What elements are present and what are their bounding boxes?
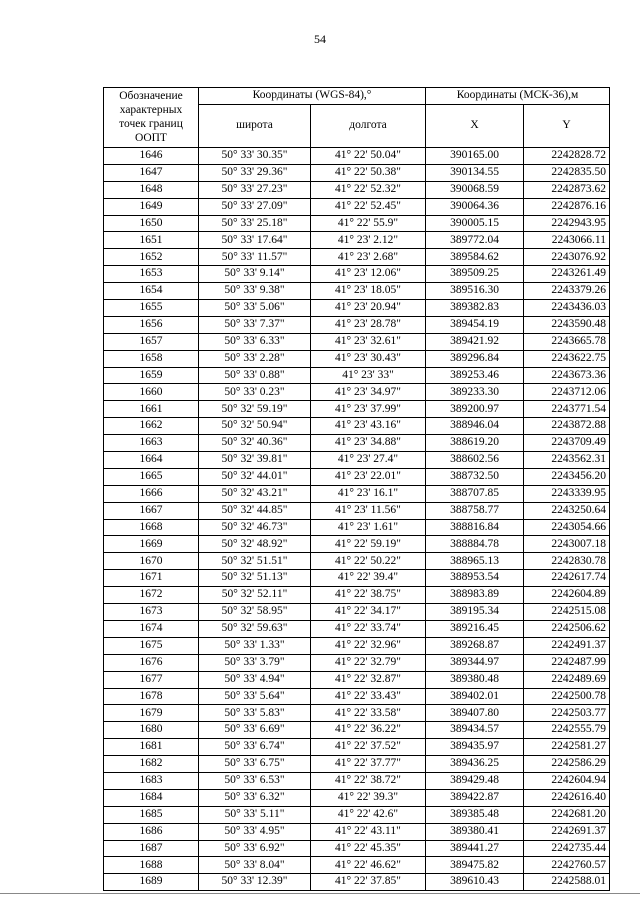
y-cell: 2242830.78 xyxy=(524,553,610,570)
point-id-cell: 1664 xyxy=(104,452,199,469)
table-row xyxy=(104,806,610,823)
point-id-cell: 1689 xyxy=(104,874,199,891)
table-row xyxy=(104,316,610,333)
table-row xyxy=(104,198,610,215)
x-cell: 389421.92 xyxy=(426,333,524,350)
y-cell: 2243771.54 xyxy=(524,401,610,418)
x-cell: 389402.01 xyxy=(426,688,524,705)
longitude-cell: 41° 23' 34.97" xyxy=(311,384,426,401)
y-cell: 2242735.44 xyxy=(524,840,610,857)
longitude-cell: 41° 23' 11.56" xyxy=(311,502,426,519)
y-cell: 2242500.78 xyxy=(524,688,610,705)
y-cell: 2242835.50 xyxy=(524,164,610,181)
point-id-cell: 1670 xyxy=(104,553,199,570)
y-cell: 2242515.08 xyxy=(524,604,610,621)
longitude-cell: 41° 23' 22.01" xyxy=(311,468,426,485)
x-cell: 389200.97 xyxy=(426,401,524,418)
point-id-cell: 1674 xyxy=(104,620,199,637)
x-cell: 388602.56 xyxy=(426,452,524,469)
longitude-cell: 41° 22' 50.22" xyxy=(311,553,426,570)
x-cell: 388953.54 xyxy=(426,570,524,587)
latitude-cell: 50° 33' 0.88" xyxy=(199,367,311,384)
y-cell: 2242503.77 xyxy=(524,705,610,722)
x-cell: 389216.45 xyxy=(426,620,524,637)
point-id-cell: 1652 xyxy=(104,249,199,266)
latitude-cell: 50° 32' 58.95" xyxy=(199,604,311,621)
longitude-cell: 41° 23' 2.68" xyxy=(311,249,426,266)
y-cell: 2242691.37 xyxy=(524,823,610,840)
latitude-cell: 50° 33' 5.11" xyxy=(199,806,311,823)
point-id-cell: 1660 xyxy=(104,384,199,401)
y-cell: 2243054.66 xyxy=(524,519,610,536)
table-row xyxy=(104,536,610,553)
longitude-cell: 41° 23' 37.99" xyxy=(311,401,426,418)
x-cell: 389584.62 xyxy=(426,249,524,266)
latitude-cell: 50° 33' 4.94" xyxy=(199,671,311,688)
header-y: Y xyxy=(524,105,610,148)
point-id-cell: 1647 xyxy=(104,164,199,181)
x-cell: 389422.87 xyxy=(426,789,524,806)
latitude-cell: 50° 33' 5.64" xyxy=(199,688,311,705)
longitude-cell: 41° 22' 33.58" xyxy=(311,705,426,722)
longitude-cell: 41° 22' 37.77" xyxy=(311,756,426,773)
x-cell: 389429.48 xyxy=(426,772,524,789)
point-id-cell: 1684 xyxy=(104,789,199,806)
x-cell: 389195.34 xyxy=(426,604,524,621)
x-cell: 389344.97 xyxy=(426,654,524,671)
latitude-cell: 50° 33' 6.92" xyxy=(199,840,311,857)
x-cell: 389435.97 xyxy=(426,739,524,756)
header-designation: Обозначение характерных точек границ ООПТ xyxy=(104,88,199,148)
table-row xyxy=(104,840,610,857)
header-msk-group: Координаты (МСК-36),м xyxy=(426,88,610,105)
x-cell: 390068.59 xyxy=(426,181,524,198)
latitude-cell: 50° 33' 0.23" xyxy=(199,384,311,401)
x-cell: 389407.80 xyxy=(426,705,524,722)
point-id-cell: 1654 xyxy=(104,283,199,300)
longitude-cell: 41° 22' 38.72" xyxy=(311,772,426,789)
latitude-cell: 50° 33' 11.57" xyxy=(199,249,311,266)
y-cell: 2243007.18 xyxy=(524,536,610,553)
x-cell: 389382.83 xyxy=(426,300,524,317)
point-id-cell: 1668 xyxy=(104,519,199,536)
page-number: 54 xyxy=(314,32,326,46)
point-id-cell: 1676 xyxy=(104,654,199,671)
table-row xyxy=(104,435,610,452)
table-row xyxy=(104,367,610,384)
x-cell: 389516.30 xyxy=(426,283,524,300)
table-row xyxy=(104,789,610,806)
latitude-cell: 50° 32' 51.13" xyxy=(199,570,311,587)
longitude-cell: 41° 22' 46.62" xyxy=(311,857,426,874)
table-row xyxy=(104,823,610,840)
y-cell: 2243250.64 xyxy=(524,502,610,519)
x-cell: 389436.25 xyxy=(426,756,524,773)
point-id-cell: 1677 xyxy=(104,671,199,688)
x-cell: 389296.84 xyxy=(426,350,524,367)
latitude-cell: 50° 33' 9.38" xyxy=(199,283,311,300)
longitude-cell: 41° 22' 36.22" xyxy=(311,722,426,739)
longitude-cell: 41° 23' 33" xyxy=(311,367,426,384)
latitude-cell: 50° 33' 6.32" xyxy=(199,789,311,806)
latitude-cell: 50° 32' 52.11" xyxy=(199,587,311,604)
point-id-cell: 1653 xyxy=(104,266,199,283)
y-cell: 2242489.69 xyxy=(524,671,610,688)
longitude-cell: 41° 23' 16.1" xyxy=(311,485,426,502)
x-cell: 388758.77 xyxy=(426,502,524,519)
latitude-cell: 50° 33' 3.79" xyxy=(199,654,311,671)
table-row xyxy=(104,857,610,874)
y-cell: 2242506.62 xyxy=(524,620,610,637)
latitude-cell: 50° 33' 9.14" xyxy=(199,266,311,283)
table-row xyxy=(104,468,610,485)
latitude-cell: 50° 33' 5.83" xyxy=(199,705,311,722)
longitude-cell: 41° 22' 37.52" xyxy=(311,739,426,756)
y-cell: 2243872.88 xyxy=(524,418,610,435)
y-cell: 2242586.29 xyxy=(524,756,610,773)
y-cell: 2243436.03 xyxy=(524,300,610,317)
y-cell: 2242828.72 xyxy=(524,148,610,165)
point-id-cell: 1672 xyxy=(104,587,199,604)
bottom-divider xyxy=(0,893,640,894)
x-cell: 388884.78 xyxy=(426,536,524,553)
table-row xyxy=(104,215,610,232)
longitude-cell: 41° 22' 50.04" xyxy=(311,148,426,165)
y-cell: 2242487.99 xyxy=(524,654,610,671)
latitude-cell: 50° 33' 2.28" xyxy=(199,350,311,367)
table-row xyxy=(104,452,610,469)
x-cell: 389509.25 xyxy=(426,266,524,283)
y-cell: 2242760.57 xyxy=(524,857,610,874)
longitude-cell: 41° 22' 52.45" xyxy=(311,198,426,215)
longitude-cell: 41° 22' 32.96" xyxy=(311,637,426,654)
point-id-cell: 1686 xyxy=(104,823,199,840)
point-id-cell: 1651 xyxy=(104,232,199,249)
y-cell: 2242555.79 xyxy=(524,722,610,739)
y-cell: 2243562.31 xyxy=(524,452,610,469)
y-cell: 2243709.49 xyxy=(524,435,610,452)
longitude-cell: 41° 22' 39.4" xyxy=(311,570,426,587)
longitude-cell: 41° 22' 50.38" xyxy=(311,164,426,181)
latitude-cell: 50° 33' 8.04" xyxy=(199,857,311,874)
longitude-cell: 41° 22' 52.32" xyxy=(311,181,426,198)
point-id-cell: 1682 xyxy=(104,756,199,773)
header-longitude: долгота xyxy=(311,105,426,148)
latitude-cell: 50° 33' 6.33" xyxy=(199,333,311,350)
y-cell: 2243456.20 xyxy=(524,468,610,485)
point-id-cell: 1678 xyxy=(104,688,199,705)
x-cell: 389385.48 xyxy=(426,806,524,823)
point-id-cell: 1661 xyxy=(104,401,199,418)
y-cell: 2242604.94 xyxy=(524,772,610,789)
y-cell: 2243712.06 xyxy=(524,384,610,401)
x-cell: 388619.20 xyxy=(426,435,524,452)
table-body xyxy=(104,148,610,891)
y-cell: 2242617.74 xyxy=(524,570,610,587)
latitude-cell: 50° 33' 6.75" xyxy=(199,756,311,773)
longitude-cell: 41° 22' 59.19" xyxy=(311,536,426,553)
table-row xyxy=(104,333,610,350)
x-cell: 390005.15 xyxy=(426,215,524,232)
x-cell: 389268.87 xyxy=(426,637,524,654)
latitude-cell: 50° 33' 30.35" xyxy=(199,148,311,165)
table-row xyxy=(104,164,610,181)
latitude-cell: 50° 33' 1.33" xyxy=(199,637,311,654)
longitude-cell: 41° 23' 27.4" xyxy=(311,452,426,469)
point-id-cell: 1673 xyxy=(104,604,199,621)
x-cell: 389475.82 xyxy=(426,857,524,874)
table-row xyxy=(104,874,610,891)
latitude-cell: 50° 33' 27.09" xyxy=(199,198,311,215)
point-id-cell: 1665 xyxy=(104,468,199,485)
header-x: X xyxy=(426,105,524,148)
latitude-cell: 50° 33' 25.18" xyxy=(199,215,311,232)
y-cell: 2243076.92 xyxy=(524,249,610,266)
table-row xyxy=(104,384,610,401)
x-cell: 389233.30 xyxy=(426,384,524,401)
table-row xyxy=(104,654,610,671)
y-cell: 2242876.16 xyxy=(524,198,610,215)
longitude-cell: 41° 23' 28.78" xyxy=(311,316,426,333)
point-id-cell: 1648 xyxy=(104,181,199,198)
latitude-cell: 50° 32' 43.21" xyxy=(199,485,311,502)
latitude-cell: 50° 33' 29.36" xyxy=(199,164,311,181)
longitude-cell: 41° 22' 32.87" xyxy=(311,671,426,688)
point-id-cell: 1671 xyxy=(104,570,199,587)
point-id-cell: 1681 xyxy=(104,739,199,756)
point-id-cell: 1649 xyxy=(104,198,199,215)
table-row xyxy=(104,756,610,773)
table-row xyxy=(104,401,610,418)
point-id-cell: 1666 xyxy=(104,485,199,502)
table-row xyxy=(104,502,610,519)
table-row xyxy=(104,620,610,637)
coordinates-table xyxy=(103,87,610,891)
longitude-cell: 41° 22' 32.79" xyxy=(311,654,426,671)
point-id-cell: 1658 xyxy=(104,350,199,367)
table-row xyxy=(104,705,610,722)
y-cell: 2243622.75 xyxy=(524,350,610,367)
point-id-cell: 1685 xyxy=(104,806,199,823)
x-cell: 389434.57 xyxy=(426,722,524,739)
y-cell: 2242588.01 xyxy=(524,874,610,891)
table-row xyxy=(104,485,610,502)
latitude-cell: 50° 33' 6.74" xyxy=(199,739,311,756)
point-id-cell: 1657 xyxy=(104,333,199,350)
x-cell: 389454.19 xyxy=(426,316,524,333)
point-id-cell: 1688 xyxy=(104,857,199,874)
y-cell: 2242581.27 xyxy=(524,739,610,756)
latitude-cell: 50° 32' 59.63" xyxy=(199,620,311,637)
y-cell: 2242943.95 xyxy=(524,215,610,232)
longitude-cell: 41° 22' 43.11" xyxy=(311,823,426,840)
table-row xyxy=(104,637,610,654)
y-cell: 2243261.49 xyxy=(524,266,610,283)
table-row xyxy=(104,418,610,435)
y-cell: 2242604.89 xyxy=(524,587,610,604)
latitude-cell: 50° 32' 48.92" xyxy=(199,536,311,553)
table-row xyxy=(104,266,610,283)
table-row xyxy=(104,181,610,198)
longitude-cell: 41° 23' 34.88" xyxy=(311,435,426,452)
point-id-cell: 1659 xyxy=(104,367,199,384)
longitude-cell: 41° 23' 43.16" xyxy=(311,418,426,435)
header-wgs-group: Координаты (WGS-84),° xyxy=(199,88,426,105)
latitude-cell: 50° 33' 27.23" xyxy=(199,181,311,198)
x-cell: 389380.41 xyxy=(426,823,524,840)
x-cell: 389610.43 xyxy=(426,874,524,891)
point-id-cell: 1655 xyxy=(104,300,199,317)
y-cell: 2243339.95 xyxy=(524,485,610,502)
latitude-cell: 50° 32' 51.51" xyxy=(199,553,311,570)
point-id-cell: 1650 xyxy=(104,215,199,232)
table-row xyxy=(104,570,610,587)
x-cell: 389253.46 xyxy=(426,367,524,384)
point-id-cell: 1680 xyxy=(104,722,199,739)
point-id-cell: 1675 xyxy=(104,637,199,654)
longitude-cell: 41° 23' 20.94" xyxy=(311,300,426,317)
table-row xyxy=(104,232,610,249)
longitude-cell: 41° 22' 39.3" xyxy=(311,789,426,806)
x-cell: 388946.04 xyxy=(426,418,524,435)
point-id-cell: 1656 xyxy=(104,316,199,333)
longitude-cell: 41° 22' 42.6" xyxy=(311,806,426,823)
longitude-cell: 41° 23' 12.06" xyxy=(311,266,426,283)
table-row xyxy=(104,722,610,739)
latitude-cell: 50° 33' 12.39" xyxy=(199,874,311,891)
point-id-cell: 1663 xyxy=(104,435,199,452)
point-id-cell: 1662 xyxy=(104,418,199,435)
x-cell: 388816.84 xyxy=(426,519,524,536)
x-cell: 388965.13 xyxy=(426,553,524,570)
table-row xyxy=(104,587,610,604)
longitude-cell: 41° 22' 33.43" xyxy=(311,688,426,705)
longitude-cell: 41° 22' 33.74" xyxy=(311,620,426,637)
point-id-cell: 1687 xyxy=(104,840,199,857)
y-cell: 2243665.78 xyxy=(524,333,610,350)
x-cell: 388732.50 xyxy=(426,468,524,485)
table-row xyxy=(104,604,610,621)
latitude-cell: 50° 32' 44.01" xyxy=(199,468,311,485)
y-cell: 2243590.48 xyxy=(524,316,610,333)
y-cell: 2242873.62 xyxy=(524,181,610,198)
table-row xyxy=(104,553,610,570)
latitude-cell: 50° 32' 59.19" xyxy=(199,401,311,418)
x-cell: 388707.85 xyxy=(426,485,524,502)
table-row xyxy=(104,283,610,300)
longitude-cell: 41° 23' 30.43" xyxy=(311,350,426,367)
point-id-cell: 1683 xyxy=(104,772,199,789)
latitude-cell: 50° 32' 46.73" xyxy=(199,519,311,536)
latitude-cell: 50° 33' 7.37" xyxy=(199,316,311,333)
table-row xyxy=(104,671,610,688)
y-cell: 2242681.20 xyxy=(524,806,610,823)
longitude-cell: 41° 23' 1.61" xyxy=(311,519,426,536)
table-row xyxy=(104,249,610,266)
longitude-cell: 41° 23' 2.12" xyxy=(311,232,426,249)
longitude-cell: 41° 23' 18.05" xyxy=(311,283,426,300)
x-cell: 390165.00 xyxy=(426,148,524,165)
longitude-cell: 41° 22' 45.35" xyxy=(311,840,426,857)
header-latitude: широта xyxy=(199,105,311,148)
latitude-cell: 50° 32' 44.85" xyxy=(199,502,311,519)
longitude-cell: 41° 22' 34.17" xyxy=(311,604,426,621)
table-row xyxy=(104,519,610,536)
table-row xyxy=(104,300,610,317)
x-cell: 388983.89 xyxy=(426,587,524,604)
latitude-cell: 50° 32' 50.94" xyxy=(199,418,311,435)
table-row xyxy=(104,350,610,367)
table-row xyxy=(104,739,610,756)
x-cell: 389380.48 xyxy=(426,671,524,688)
latitude-cell: 50° 33' 17.64" xyxy=(199,232,311,249)
x-cell: 389772.04 xyxy=(426,232,524,249)
latitude-cell: 50° 33' 4.95" xyxy=(199,823,311,840)
longitude-cell: 41° 22' 38.75" xyxy=(311,587,426,604)
y-cell: 2243379.26 xyxy=(524,283,610,300)
latitude-cell: 50° 33' 5.06" xyxy=(199,300,311,317)
table-row xyxy=(104,688,610,705)
x-cell: 390134.55 xyxy=(426,164,524,181)
table-row xyxy=(104,772,610,789)
longitude-cell: 41° 22' 55.9" xyxy=(311,215,426,232)
longitude-cell: 41° 22' 37.85" xyxy=(311,874,426,891)
table-row xyxy=(104,148,610,165)
latitude-cell: 50° 32' 40.36" xyxy=(199,435,311,452)
x-cell: 390064.36 xyxy=(426,198,524,215)
longitude-cell: 41° 23' 32.61" xyxy=(311,333,426,350)
y-cell: 2243066.11 xyxy=(524,232,610,249)
y-cell: 2242616.40 xyxy=(524,789,610,806)
point-id-cell: 1679 xyxy=(104,705,199,722)
point-id-cell: 1646 xyxy=(104,148,199,165)
latitude-cell: 50° 33' 6.69" xyxy=(199,722,311,739)
x-cell: 389441.27 xyxy=(426,840,524,857)
latitude-cell: 50° 32' 39.81" xyxy=(199,452,311,469)
point-id-cell: 1669 xyxy=(104,536,199,553)
latitude-cell: 50° 33' 6.53" xyxy=(199,772,311,789)
y-cell: 2243673.36 xyxy=(524,367,610,384)
point-id-cell: 1667 xyxy=(104,502,199,519)
y-cell: 2242491.37 xyxy=(524,637,610,654)
